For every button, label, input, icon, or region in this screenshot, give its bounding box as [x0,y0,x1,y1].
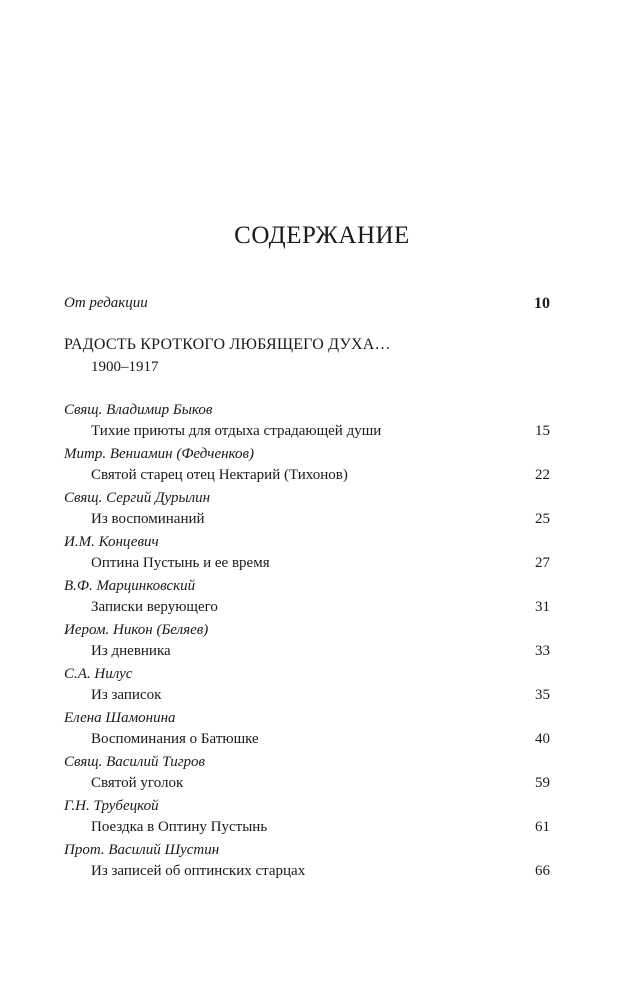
entry-author: С.А. Нилус [64,666,133,682]
entry-work [64,861,550,882]
page-title: СОДЕРЖАНИЕ [234,222,410,249]
entry-title: Тихие приюты для отдыха страдающей души [91,423,382,439]
toc-entry [64,708,550,750]
entry-author: Свящ. Сергий Дурылин [64,490,211,506]
entry-page-number: 31 [535,599,550,615]
entry-author: В.Ф. Марцинковский [64,578,196,594]
entry-title: Святой уголок [91,775,184,791]
toc-entry [64,664,550,706]
entry-author: Г.Н. Трубецкой [64,798,159,814]
toc-entry [64,796,550,838]
entry-title: Из дневника [91,643,171,659]
toc-entry [64,400,550,442]
entry-title: Оптина Пустынь и ее время [91,555,270,571]
entry-work [64,685,550,706]
preface-label: От редакции [64,295,148,311]
toc-entry [64,444,550,486]
entry-title: Из воспоминаний [91,511,205,527]
toc-entry [64,488,550,530]
entry-work [64,597,550,618]
entry-page-number: 22 [535,467,550,483]
entry-page-number: 35 [535,687,550,703]
entry-work [64,729,550,750]
entry-author: Елена Шамонина [64,710,176,726]
entry-title: Воспоминания о Батюшке [91,731,259,747]
entry-author: Свящ. Владимир Быков [64,402,213,418]
entry-page-number: 15 [535,423,550,439]
toc-entry [64,840,550,882]
entry-author: Прот. Василий Шустин [64,842,220,858]
entry-title: Из записок [91,687,162,703]
entry-title: Из записей об оптинских старцах [91,863,306,879]
entry-work [64,509,550,530]
toc-list [64,400,550,884]
preface-page-number: 10 [534,295,550,312]
entry-page-number: 27 [535,555,550,571]
entry-author: Митр. Вениамин (Федченков) [64,446,254,462]
entry-page-number: 40 [535,731,550,747]
toc-entry [64,620,550,662]
entry-work [64,465,550,486]
toc-entry [64,532,550,574]
entry-work [64,817,550,838]
entry-page-number: 33 [535,643,550,659]
section-years: 1900–1917 [91,359,159,375]
entry-work [64,773,550,794]
section-title: РАДОСТЬ КРОТКОГО ЛЮБЯЩЕГО ДУХА… [64,336,391,353]
entry-work [64,421,550,442]
toc-preface-entry [64,295,550,312]
entry-author: Свящ. Василий Тигров [64,754,206,770]
entry-work [64,553,550,574]
entry-author: Иером. Никон (Беляев) [64,622,209,638]
toc-entry [64,752,550,794]
entry-author: И.М. Концевич [64,534,159,550]
entry-page-number: 25 [535,511,550,527]
entry-page-number: 61 [535,819,550,835]
entry-page-number: 59 [535,775,550,791]
section-header [64,336,391,376]
entry-work [64,641,550,662]
toc-entry [64,576,550,618]
entry-title: Святой старец отец Нектарий (Тихонов) [91,467,348,483]
entry-title: Поездка в Оптину Пустынь [91,819,268,835]
entry-page-number: 66 [535,863,550,879]
entry-title: Записки верующего [91,599,218,615]
